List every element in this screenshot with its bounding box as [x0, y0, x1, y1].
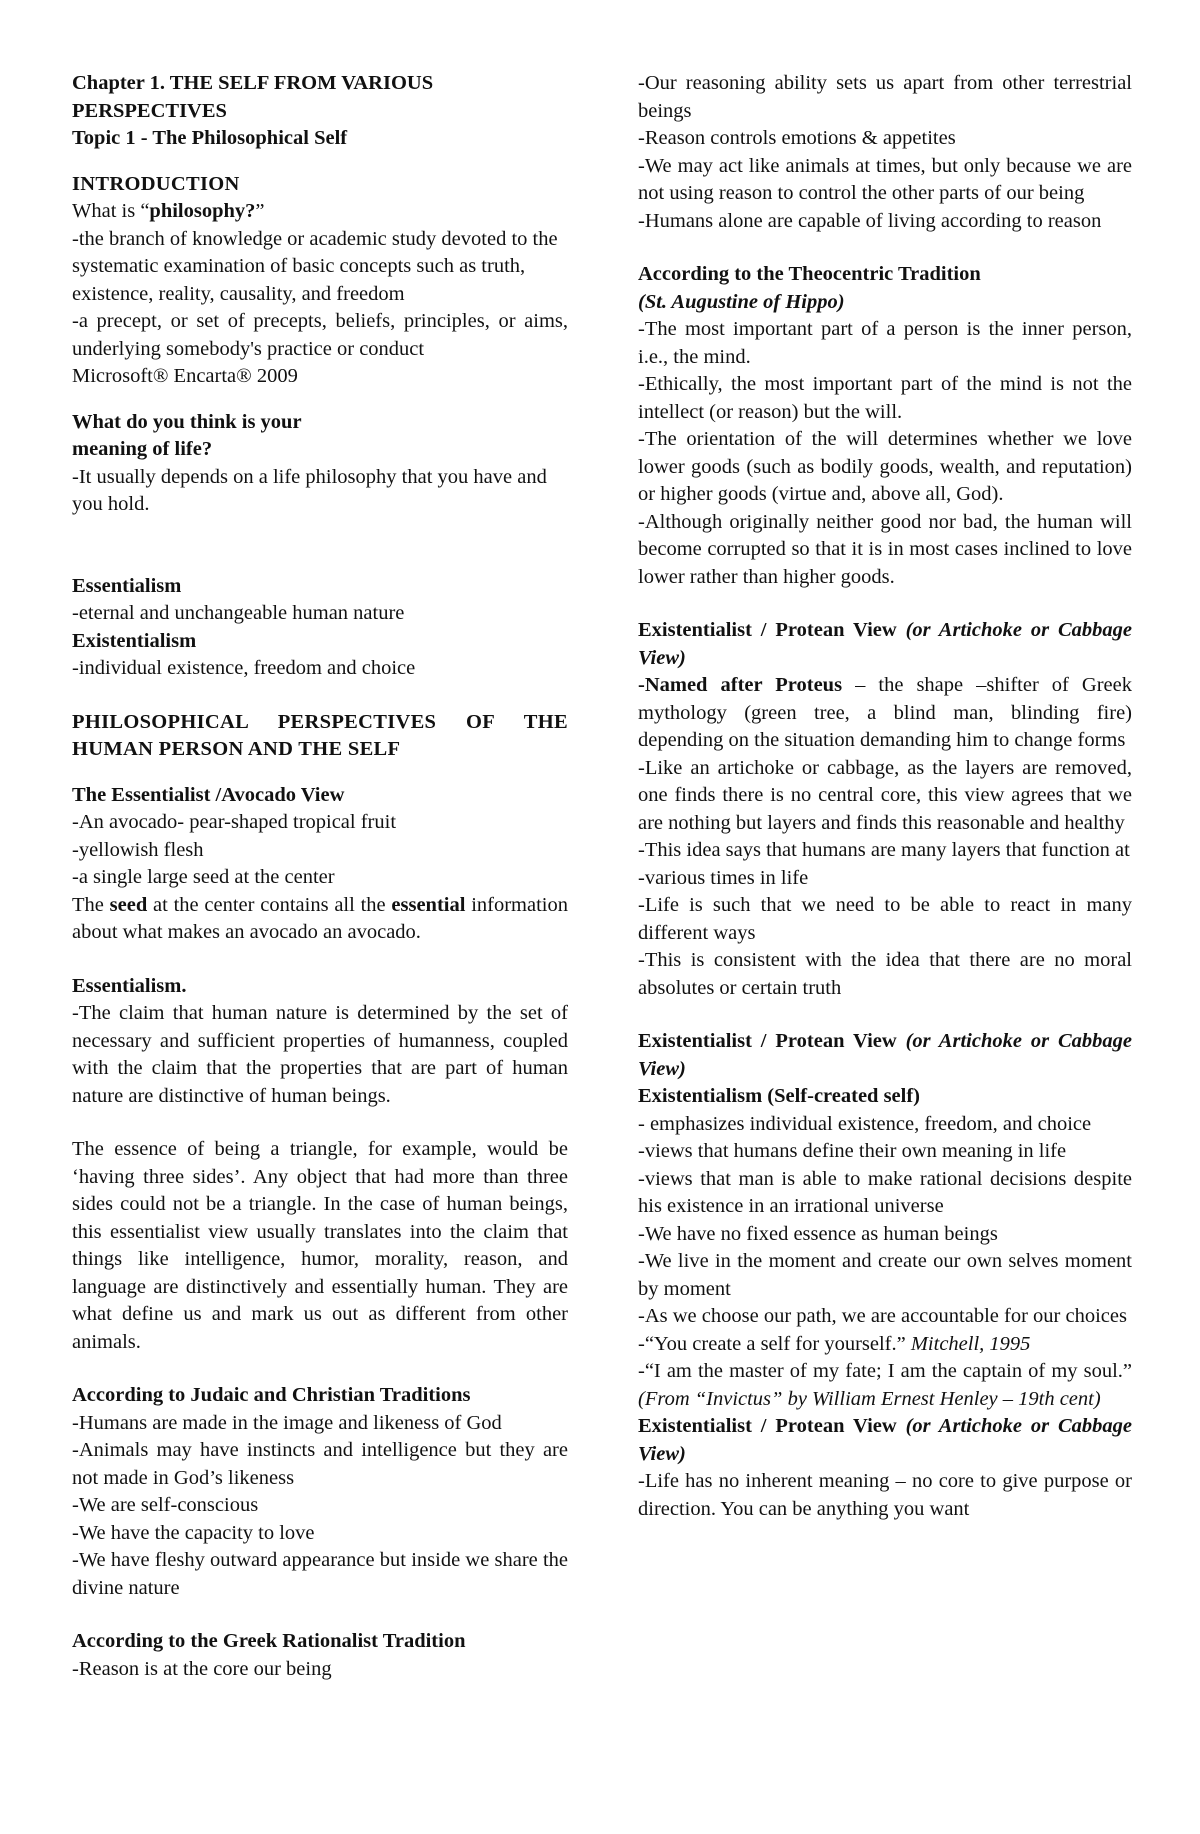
meaning-question: What do you think is your meaning of life?: [72, 410, 302, 460]
essentialism-2-text: -The claim that human nature is determined by the set of necessary and sufficient properties of humanness, coupled with the claim that the properties that are part of human nature are distinctive of human beings.: [72, 1002, 568, 1107]
essentialism-heading: Essentialism: [72, 574, 182, 597]
left-column: [72, 70, 568, 1683]
essentialism-2-heading: Essentialism.: [72, 974, 187, 997]
protean-item: -various times in life: [638, 866, 809, 889]
protean-item: -This is consistent with the idea that there are no moral absolutes or certain truth: [638, 949, 1132, 999]
invictus-quote: -“I am the master of my fate; I am the captain of my soul.” (From “Invictus” by William Ernest Henley – 19th cent): [638, 1360, 1132, 1410]
avocado-heading: The Essentialist /Avocado View: [72, 783, 345, 806]
chapter-title: Chapter 1. THE SELF FROM VARIOUS PERSPECTIVES: [72, 72, 434, 122]
self-created-item: - emphasizes individual existence, freedom, and choice: [638, 1112, 1092, 1135]
protean-heading: Existentialist / Protean View (or Artichoke or Cabbage View): [638, 619, 1133, 669]
judaic-item: -We have the capacity to love: [72, 1521, 315, 1544]
protean-heading-3: Existentialist / Protean View (or Artichoke or Cabbage View): [638, 1415, 1133, 1465]
proteus-paragraph: -Named after Proteus – the shape –shifter of Greek mythology (green tree, a blind man, blinding fire) depending on the situation demanding him to change forms: [638, 674, 1132, 751]
essentialism-definition: -eternal and unchangeable human nature: [72, 602, 405, 624]
greek-item: -Reason controls emotions & appetites: [638, 127, 956, 149]
self-created-item: -views that humans define their own meaning in life: [638, 1140, 1067, 1162]
theocentric-item: -Although originally neither good nor bad, the human will become corrupted so that it is in most cases inclined to love lower rather than higher goods.: [638, 510, 1132, 588]
intro-definition-1: -the branch of knowledge or academic study devoted to the systematic examination of basic concepts such as truth, existence, reality, causality, and freedom: [72, 227, 558, 305]
triangle-paragraph: The essence of being a triangle, for example, would be ‘having three sides’. Any object that had more than three sides could not be a triangle. In the case of human beings, this essentialist view usually translates into the claim that things like intelligence, humor, morality, reason, and language are distinctively and essentially human. They are what define us and mark us out as different from other animals.: [72, 1138, 568, 1353]
greek-item: -Our reasoning ability sets us apart from other terrestrial beings: [638, 72, 1132, 122]
judaic-item: -We have fleshy outward appearance but inside we share the divine nature: [72, 1549, 568, 1599]
theocentric-item: -Ethically, the most important part of the mind is not the intellect (or reason) but the will.: [638, 373, 1132, 423]
topic-title: Topic 1 - The Philosophical Self: [72, 127, 348, 149]
perspectives-heading: PHILOSOPHICAL PERSPECTIVES OF THE HUMAN PERSON AND THE SELF: [72, 710, 568, 760]
greek-item: -We may act like animals at times, but only because we are not using reason to control the other parts of our being: [638, 154, 1132, 204]
protean-item: -This idea says that humans are many layers that function at: [638, 839, 1130, 861]
self-created-item: -We live in the moment and create our own selves moment by moment: [638, 1250, 1132, 1300]
theocentric-item: -The most important part of a person is the inner person, i.e., the mind.: [638, 318, 1132, 368]
self-created-item: -We have no fixed essence as human beings: [638, 1222, 998, 1245]
protean-item: -Life is such that we need to be able to react in many different ways: [638, 894, 1132, 944]
avocado-item: -a single large seed at the center: [72, 866, 335, 888]
avocado-item: -yellowish flesh: [72, 838, 204, 861]
judaic-heading: According to Judaic and Christian Traditions: [72, 1384, 471, 1406]
theocentric-item: -The orientation of the will determines whether we love lower goods (such as bodily goods, wealth, and reputation) or higher goods (virtue and, above all, God).: [638, 428, 1132, 505]
greek-item: -Humans alone are capable of living according to reason: [638, 209, 1102, 232]
intro-question: What is “philosophy?”: [72, 200, 265, 222]
meaning-answer: -It usually depends on a life philosophy that you have and you hold.: [72, 465, 547, 515]
theocentric-subheading: (St. Augustine of Hippo): [638, 290, 845, 313]
greek-heading: According to the Greek Rationalist Tradition: [72, 1630, 466, 1652]
protean-heading-2: Existentialist / Protean View (or Artichoke or Cabbage View): [638, 1030, 1133, 1080]
existentialism-definition: -individual existence, freedom and choice: [72, 657, 416, 679]
self-created-heading: Existentialism (Self-created self): [638, 1085, 920, 1107]
seed-paragraph: The seed at the center contains all the essential information about what makes an avocado an avocado.: [72, 893, 568, 943]
self-created-item: -views that man is able to make rational decisions despite his existence in an irrational universe: [638, 1167, 1132, 1217]
judaic-item: -We are self-conscious: [72, 1494, 259, 1516]
intro-source: Microsoft® Encarta® 2009: [72, 365, 298, 387]
protean-final-text: -Life has no inherent meaning – no core to give purpose or direction. You can be anything you want: [638, 1470, 1132, 1520]
judaic-item: -Humans are made in the image and likeness of God: [72, 1411, 502, 1434]
judaic-item: -Animals may have instincts and intelligence but they are not made in God’s likeness: [72, 1439, 568, 1489]
mitchell-quote: -“You create a self for yourself.” Mitchell, 1995: [638, 1332, 1031, 1355]
existentialism-heading: Existentialism: [72, 629, 197, 652]
avocado-item: -An avocado- pear-shaped tropical fruit: [72, 811, 397, 833]
self-created-item: -As we choose our path, we are accountable for our choices: [638, 1305, 1127, 1327]
intro-heading: INTRODUCTION: [72, 172, 240, 195]
intro-definition-2: -a precept, or set of precepts, beliefs, principles, or aims, underlying somebody's practice or conduct: [72, 310, 568, 360]
theocentric-heading: According to the Theocentric Tradition: [638, 263, 981, 285]
right-column: [638, 70, 1132, 1523]
protean-item: -Like an artichoke or cabbage, as the layers are removed, one finds there is no central core, this view agrees that we are nothing but layers and finds this reasonable and healthy: [638, 756, 1132, 834]
greek-item: -Reason is at the core our being: [72, 1657, 332, 1680]
